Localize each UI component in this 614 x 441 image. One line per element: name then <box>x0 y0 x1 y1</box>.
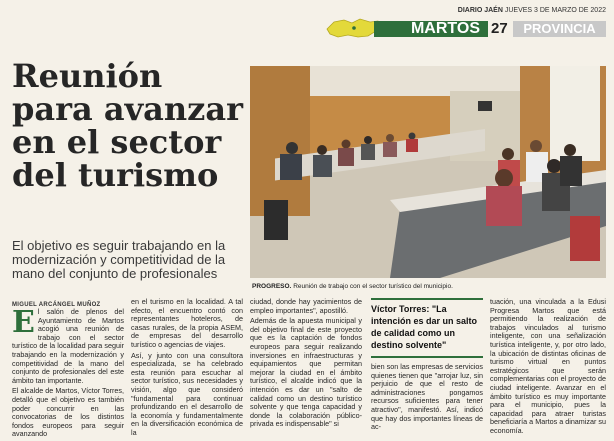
subheadline: El objetivo es seguir trabajando en la modernización y competitividad de la mano del conjunto de profesionales <box>12 238 226 281</box>
paragraph: tuación, una vinculada a la Edusi Progresa Martos que está permitiendo la realización de trabajos vinculados al turismo inteligente, con una señalización turística inteligente, y, por otro lado, la ubicación de distintas oficinas de turismo virtual en puntos estratégicos que serán complementarias con el proyecto de ciudad inteligente. Avanzar en el ámbito turístico es muy importante para el municipio, pues la capacidad para atraer turistas beneficiaría a Martos a dinamizar su economía. <box>490 297 606 435</box>
pull-quote: Víctor Torres: "La intención es dar un salto de calidad como un destino solvente" <box>371 298 483 358</box>
paragraph: Así, y junto con una consultora especializada, se ha celebrado esta reunión para escuchar al sector turístico, sus necesidades y visión, algo que consideró "fundamental para continuar profundizando en el desarrollo de la economía y fundamentalmente en la diversificación económica de la <box>131 350 243 437</box>
byline: MIGUEL ARCÁNGEL MUÑOZ <box>12 302 101 308</box>
caption-text: Reunión de trabajo con el sector turístico del municipio. <box>293 283 453 290</box>
paper-name: DIARIO JAÉN <box>457 7 503 14</box>
headline: Reunión para avanzar en el sector del turismo <box>12 57 243 194</box>
section-label: MARTOS <box>374 21 488 37</box>
paragraph: bien son las empresas de servicios quienes tienen que "arrojar luz, sin perjuicio de que el resto de administraciones pongamos recursos suficientes para tener atractivo", manifestó. Así, indicó que hay dos importantes líneas de ac- <box>371 362 483 432</box>
article-column-2 <box>131 298 243 440</box>
issue-date: JUEVES 3 DE MARZO DE 2022 <box>504 7 606 14</box>
page-number: 27 <box>491 20 508 37</box>
paragraph: Además de la apuesta municipal y del objetivo final de este proyecto que es la captación de fondos europeos para seguir realizando inversiones en infraestructuras y equipamientos que permitan mejorar la ciudad en el ámbito turístico, el alcalde indicó que la intención es dar un "salto de calidad como un destino turístico solvente y que tenga capacidad y donde la colaboración público-privada es indispensable" si <box>250 316 362 429</box>
drop-cap: E <box>12 305 35 340</box>
dateline <box>336 7 606 14</box>
photo-caption <box>252 283 604 290</box>
meeting-room-illustration <box>250 66 606 278</box>
paragraph: en el turismo en la localidad. A tal efecto, el encuentro contó con representantes hoteleros, de casas rurales, de la propia ASEM, de empresas del desarrollo turístico o agencias de viajes. <box>131 297 243 349</box>
paragraph: ciudad, donde hay yacimientos de empleo importantes", apostilló. <box>250 297 362 315</box>
article-column-4 <box>371 363 483 434</box>
caption-label: PROGRESO. <box>252 283 292 290</box>
paragraph: El alcalde de Martos, Víctor Torres, detalló que el objetivo es también poder concurrir en las convocatorias de los distintos fondos europeos para seguir avanzando <box>12 386 124 439</box>
article-column-5 <box>490 298 606 438</box>
meeting-photo <box>250 66 606 278</box>
article-column-3 <box>250 298 362 431</box>
category-label: PROVINCIA <box>513 21 606 37</box>
paragraph: l salón de plenos del Ayuntamiento de Martos acogió una reunión de trabajo con el sector turístico de la localidad para seguir trabajando en la modernización y competitividad de la mano del conjunto de profesionales del este ámbito tan importante. <box>12 307 124 385</box>
